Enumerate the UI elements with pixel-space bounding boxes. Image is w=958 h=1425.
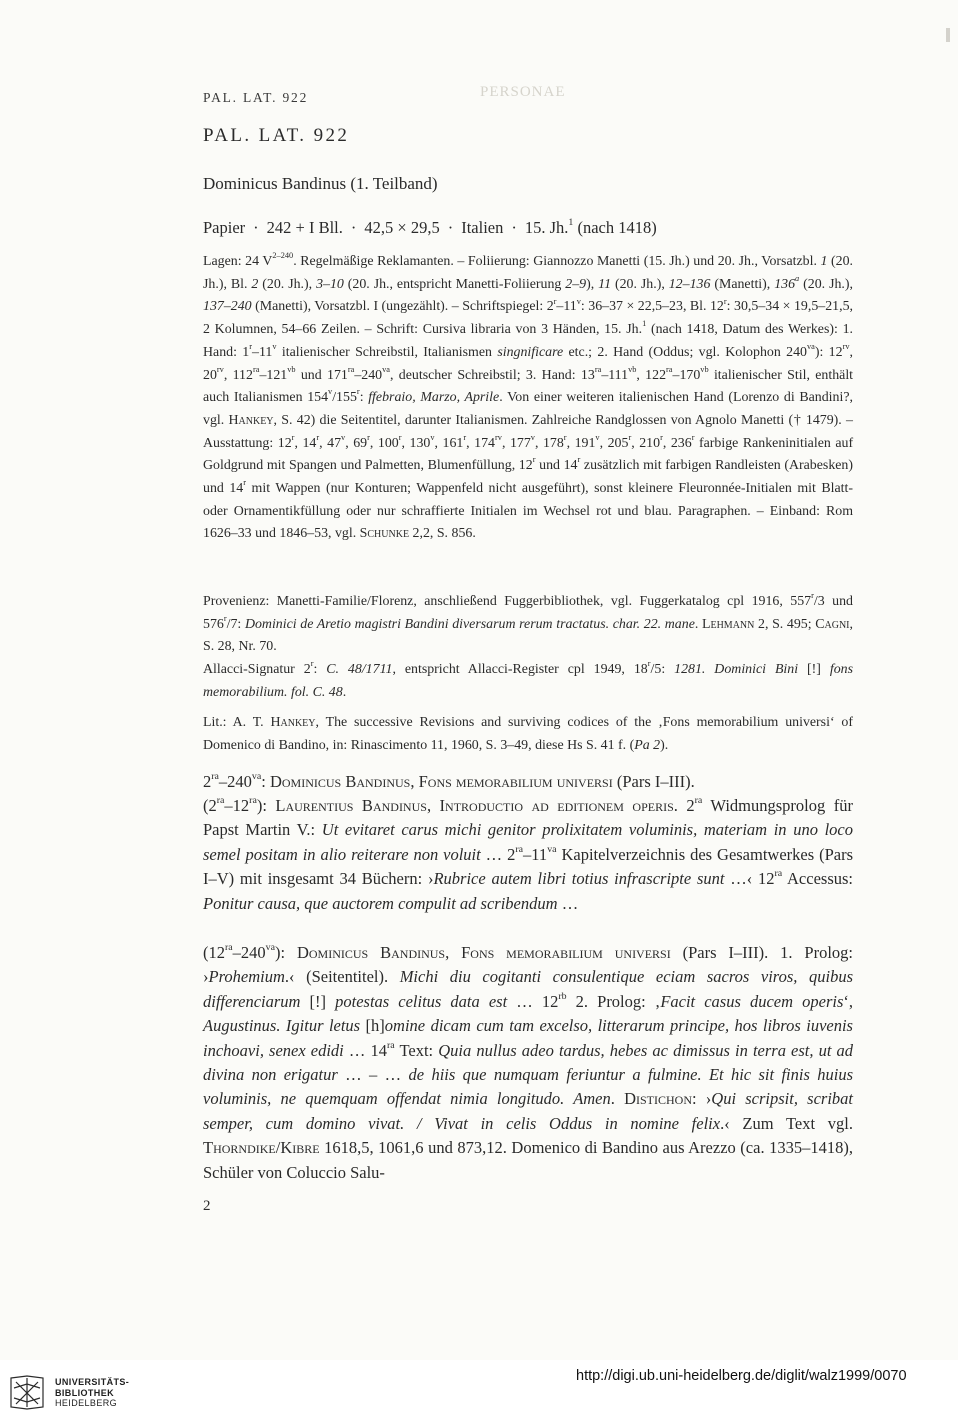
literature-section: Lit.: A. T. Hankey, The successive Revisions and surviving codices of the ‚Fons memorabilium universi‘ of Domenico di Bandino, in: Rinascimento 11, 1960, S. 3–49, diese Hs S. 41 f. (Pa 2). [203, 715, 853, 753]
scan-edge-mark [946, 28, 950, 42]
author-name: Dominicus Bandinus [203, 174, 347, 193]
viewer-footer [0, 1360, 958, 1425]
page-number: 2 [203, 1198, 211, 1214]
contents-heading: $2^{ra}-240^{va}$: Dominicus Bandinus, Fons memorabilium universi (Pars I–III). [203, 771, 695, 791]
shelfmark-heading: PAL. LAT. 922 [203, 125, 350, 146]
library-name: UNIVERSITÄTS- BIBLIOTHEK HEIDELBERG [55, 1377, 130, 1408]
physical-description: Lagen: 24 $V^{2-240}$. Regelmäßige Reklamanten. – Foliierung: Giannozzo Manetti (15. Jh.) und 20. Jh., Vorsatzbl. 1 (20. Jh.), Bl. 2 (20. Jh.), 3–10 (20. Jh., entspricht Manetti-Foliierung 2–9), 11 (20. Jh.), 12–136 (Manetti), 136$^a$ (20. Jh.), 137–240 (Manetti), Vorsatzbl. I (ungezählt). – Schriftspiegel: 2$^r$–11$^v$: 36–37 × 22,5–23, Bl. 12$^r$: 30,5–34 × 19,5–21,5, 2 Kolumnen, 54–66 Zeilen. – Schrift: Cursiva libraria von 3 Händen, 15. Jh.$^1$ (nach 1418, Datum des Werkes): 1. Hand: 1$^r$–11$^v$ italienischer Schreibstil, Italianismen singnificare etc.; 2. Hand (Oddus; vgl. Kolophon $240^{va}$): $12^{rv}$, $20^{rv}$, $112^{ra}-121^{vb}$ und $171^{ra}-240^{va}$, deutscher Schreibstil; 3. Hand: $13^{ra}-111^{vb}$, $122^{ra}-170^{vb}$ italienischer Stil, enthält auch Italianismen 154$^v$/155$^r$: ffebraio, Marzo, Aprile. Von einer weiteren italienischen Hand (Lorenzo di Bandini?, vgl. Hankey, S. 42) die Seitentitel, darunter Italianismen. Zahlreiche Randglossen von Agnolo Manetti († 1479). – Ausstattung: 12$^r$, 14$^r$, 47$^v$, 69$^r$, 100$^r$, 130$^v$, 161$^r$, $174^{rv}$, 177$^v$, 178$^r$, 191$^v$, 205$^r$, 210$^r$, 236$^r$ farbige Rankeninitialen auf Goldgrund mit Spangen und Palmetten, Blumenfüllung, 12$^r$ und 14$^r$ zusätzlich mit farbigen Randleisten (Arabesken) und 14$^r$ mit Wappen (nur Konturen; Wappenfeld nicht ausgeführt), sonst kleinere Fleuronnée-Initialen mit Blatt- oder Ornamentikfüllung oder nur schraffierte Initialen im Wechsel rot und blau. Paragraphen. – Einband: Rom 1626–33 und 1846–53, vgl. Schunke 2,2, S. 856. [203, 251, 854, 542]
running-head: PAL. LAT. 922 [203, 90, 309, 105]
show-through-text: PERSONAE [480, 84, 566, 100]
volume-note: (1. Teilband) [346, 174, 438, 193]
permalink-url[interactable]: http://digi.ub.uni-heidelberg.de/diglit/walz1999/0070 [576, 1368, 907, 1384]
provenance-section: Provenienz: Manetti-Familie/Florenz, anschließend Fuggerbibliothek, vgl. Fuggerkatalog cpl 1916, 557$^r$/3 und 576$^r$/7: Dominici de Aretio magistri Bandini diversarum rerum tractatus. char. 22. mane. Lehmann 2, S. 495; Cagni, S. 28, Nr. 70. Allacci-Signatur 2$^r$: C. 48/1711, entspricht Allacci-Register cpl 1949, 18$^r$/5: 1281. Dominici Bini [!] fons memorabilium. fol. C. 48. [203, 591, 853, 700]
codicological-summary: Papier · 242 + I Bll. · 42,5 × 29,5 · Italien · 15. Jh.$^1$ (nach 1418) [203, 217, 657, 237]
contents-item-prologue: $(2^{ra}-12^{ra})$: Laurentius Bandinus, Introductio ad editionem operis. $2^{ra}$ Widmungsprolog für Papst Martin V.: Ut evitaret carus michi genitor prolixitatem voluminis, materiam in uno loco semel positam in alio reiterare non voluit … $2^{ra}-11^{va}$ Kapitelverzeichnis des Gesamtwerkes (Pars I–V) mit insgesamt 34 Büchern: ›Rubrice autem libri totius infrascripte sunt …‹ $12^{ra}$ Accessus: Ponitur causa, que auctorem compulit ad scribendum … [203, 795, 854, 913]
contents-item-main-text: $(12^{ra}-240^{va})$: Dominicus Bandinus, Fons memorabilium universi (Pars I–III). 1. Prolog: ›Prohemium.‹ (Seitentitel). Michi diu cogitanti consulentique eciam sacros viros, quibus differenciarum [!] potestas celitus data est … $12^{rb}$ 2. Prolog: ‚Facit casus ducem operis‘, Augustinus. Igitur letus [h]omine dicam cum tam excelso, litterarum principe, hos libros iuvenis inchoavi, senex edidi … $14^{ra}$ Text: Quia nullus adeo tardus, hebes ac dimissus in terra est, ut ad divina non erigatur … – … de hiis que numquam feriuntur a fulmine. Et hic sit finis huius voluminis, ne quemquam offendat nimia longitudo. Amen. Distichon: ›Qui scripsit, scribat semper, cum domino vivat. / Vivat in celis Oddus in nomine felix.‹ Zum Text vgl. Thorndike/Kibre 1618,5, 1061,6 und 873,12. Domenico di Bandino aus Arezzo (ca. 1335–1418), Schüler von Coluccio Salu- [203, 942, 854, 1182]
university-library-logo-icon [8, 1374, 46, 1410]
author-heading [203, 174, 853, 194]
